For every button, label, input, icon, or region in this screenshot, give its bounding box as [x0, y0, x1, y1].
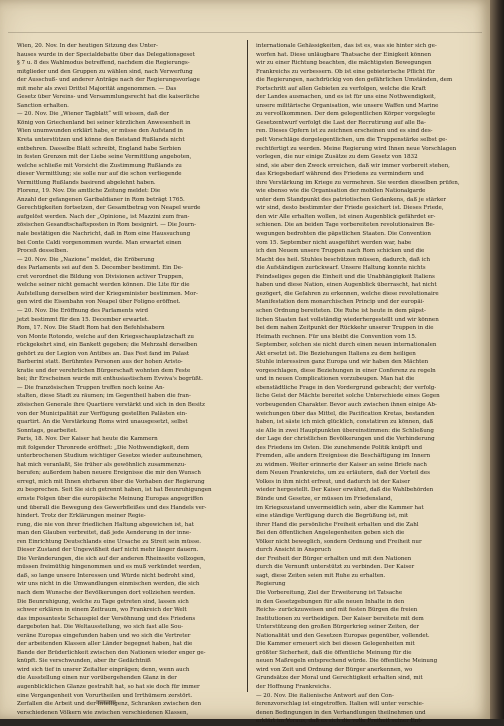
text-line: cret verordnet die Bildung von Divisionen activer Truppen,: [17, 273, 184, 280]
text-line: jetzt bestimmt für den 15. December erwartet.: [17, 316, 149, 323]
text-line: Akt ersetzt ist. Die Beziehungen Italiens zu dem heiligen: [256, 350, 416, 357]
text-line: in festen Grenzen mit der Liebe seine Vermittlung angeboten,: [17, 154, 192, 161]
text-line: ich den Neuem unsere Truppen nach Rom schicken und die: [256, 248, 425, 255]
text-line: vorgeschlagen, diese Beziehungen in einer Conferenz zu regeln: [256, 367, 436, 374]
text-line: das Kriegsbedarf während des Friedens zu vermindern und: [256, 171, 424, 178]
text-line: denen Bedingungen in den Verhandlungen theilnehmen und: [256, 709, 426, 716]
text-line: Stuhle interessiren ganz Europa und wir haben den Mächten: [256, 359, 429, 366]
text-line: Feindseliges gegen die Einheit und die Unabhängigkeit Italiens: [256, 273, 435, 280]
text-line: nale bestätigen die Nachricht, daß in Rom eine Haussuchung: [17, 231, 191, 238]
text-line: — 20. Nov. Die „Wiener Tagblatt“ will wissen, daß der: [17, 111, 170, 118]
text-line: gen wird die Eisenbahn von Neapel über Foligno eröffnet.: [17, 299, 181, 306]
page-footer-mark: [96, 700, 116, 704]
text-line: im Kriegszustand unvermeidlich sein, aber die Kammer hat: [256, 504, 424, 511]
text-line: gehört zu der Legion von Antibes an. Das Fest fand im Palast: [17, 350, 190, 357]
text-line: rechtfertigt zu werden. Meine Regierung wird Ihnen neue Vorschlagen: [256, 145, 457, 152]
text-line: ihre Verstärkung im Kriege zu vermehren. Sie werden dieselben prüfen,: [256, 179, 460, 186]
text-line: wegungen bedrohten die päpstlichen Staaten. Die Convention: [256, 231, 431, 238]
text-line: Fremden, alle andern Ereignisse die Beschäftigung im Innern: [256, 453, 431, 460]
text-line: mit mehr als zwei Drittel Majorität angenommen. — Das: [17, 85, 177, 92]
text-line: ren Einrichtung Deutschlands eine Ursache zu Streit sein müsse.: [17, 538, 202, 545]
text-line: Zerfallen die Arbeit und der Intelligenz, Schranken zwischen den: [17, 701, 202, 708]
text-line: ihrer Hand die persönliche Freiheit erhalten und die Zahl: [256, 521, 419, 528]
text-line: zu besprechen. Seit Sie sich getrennt haben, ist hat Beunruhigungen: [17, 487, 212, 494]
text-line: Sanction erhalten.: [17, 102, 69, 109]
text-line: kratie und der verehrlichen Bürgerschaft wohnten dem Feste: [17, 367, 191, 374]
text-line: rung, die nie von ihrer friedlichen Haltung abgewichen ist, hat: [17, 521, 194, 528]
text-line: daß, so lange unsere Interessen und Würde nicht bedroht sind,: [17, 572, 196, 579]
text-line: sind, sie aber den Zweck erreichen, daß wir immer vorbereit stehen,: [256, 162, 450, 169]
text-line: bei Conte Caldi vorgenommen wurde. Man erwartet einen: [17, 239, 182, 246]
text-line: mitglieder und den Gruppen zu wählen sind, nach Verwerfung: [17, 68, 193, 75]
text-line: haben und diese Nation, einen Augenblick überrascht, hat nicht: [256, 282, 437, 289]
text-line: vorlegen, die nur einige Zusätze zu dem Gesetz von 1832: [256, 154, 418, 161]
text-line: wird sich tief in unsrer Zeitalter einprägen; denn, wenn auch: [17, 666, 190, 673]
text-line: König von Griechenland bei seiner kürzlichen Anwesenheit in: [17, 119, 191, 126]
text-line: Volkes in ihm nicht erfreut, und dadurch ist der Kaiser: [256, 478, 411, 485]
text-line: rückgekehrt sind, ein Bankett gegeben; die Mehrzahl derselben: [17, 342, 198, 349]
book-gutter: [490, 0, 504, 719]
text-line: das imposanteste Schauspiel der Versöhnung und des Friedens: [17, 615, 196, 622]
text-line: Manifestation dem monarchischen Princip und der europäi-: [256, 299, 425, 306]
text-line: Völker nicht beweglich, sondern Ordnung und Freiheit nur: [256, 538, 422, 545]
text-line: und überall die Bewegung des Gewerbfleißes und des Handels ver-: [17, 504, 207, 511]
text-line: zösischen Gesandtschaftsposten in Rom besignirt. — Die Journ-: [17, 222, 197, 229]
text-line: wieder hergestellt. Der Kaiser erwähnt, daß die Wahlbehörden: [256, 487, 434, 494]
text-line: des Friedens im Osten. Die zunehmende Politik knüpft und: [256, 444, 423, 451]
left-column: [17, 42, 242, 716]
text-line: der Hoffnung Frankreichs.: [256, 684, 332, 691]
text-line: augenblicklichen Glanze gestrahlt hat, so hat sie doch für immer: [17, 684, 200, 691]
text-line: zu widmen. Weiter erinnerte der Kaiser an seine Briefe nach: [256, 461, 427, 468]
text-line: Heimath rechnen. Für uns bleibt die Convention vom 15.: [256, 333, 417, 340]
text-line: Nationalität und den Gesetzen Europas gegenüber, vollendet.: [256, 632, 430, 639]
text-line: in den Gesetzgebungen für alle neuen Inhalte in den: [256, 598, 405, 605]
text-line: wie ebenso wie die Organisation der mobilen Nationalgarde: [256, 188, 426, 195]
text-line: liche Geist der Mächte bereitet solche Unterschiede eines Gegen: [256, 393, 440, 400]
text-line: der Landes ausmachen, und es ist für uns eine Nothwendigkeit,: [256, 94, 436, 101]
text-line: der Lage der christlichen Bevölkerungen und die Verhinderung: [256, 436, 435, 443]
text-line: Die Beunruhigung, welche zu Tage getreten sind, lassen sich: [17, 598, 189, 605]
text-line: Vermittlung Rußlands basirend abgelehnt haben.: [17, 179, 156, 186]
text-line: bei dem nahen Zeitpunkt der Rückkehr unserer Truppen in die: [256, 325, 434, 332]
text-line: zösischen Generale ihre Quartiere verstärkt und sich in den Besitz: [17, 401, 205, 408]
text-line: Regierung: [256, 581, 286, 588]
text-line: Die Veränderungen, die sich auf der anderen Rheinseite vollzogen,: [17, 555, 206, 562]
text-line: ferenzvorschlag ist eingetroffen. Italien will unter verschie-: [256, 701, 424, 708]
text-line: hindert. Trotz der Erklärungen meiner Regie-: [17, 513, 146, 520]
text-line: Barberini statt. Berühmtes Personen aus der hohen Aristo-: [17, 359, 183, 366]
text-line: Wien, 20. Nov. In der heutigen Sitzung des Unter-: [17, 43, 158, 49]
text-line: hauses wurde in der Specialdebatte über das Delegationsgeset: [17, 51, 195, 58]
text-line: man den Glauben verbreitet, daß jede Aenderung in der inne-: [17, 530, 192, 537]
text-line: ren. Dieses Opfern ist zu zeichnen erscheinen und es sind des-: [256, 128, 433, 135]
text-line: Unterstützung den großen Bürgerkrieg seiner Zeiten, der: [256, 624, 420, 631]
text-line: Rom, 17. Nov. Die Stadt Rom hat den Befehlshabern: [17, 325, 165, 332]
text-line: stalten, diese Stadt zu räumen; im Gegentheil haben die fran-: [17, 393, 191, 400]
text-line: schwer erklären in einem Zeitraum, wo Frankreich der Welt: [17, 607, 187, 614]
text-line: Gerechtigkeiten fortsetzen, der Gesamtbetrag von Neapel wurde: [17, 205, 201, 212]
text-line: und in neuen Complicationen vorzubeugen. Man hat die: [256, 376, 415, 383]
text-line: gezögert, die Gefahren zu erkennen, welche diese revolutionaire: [256, 290, 439, 297]
text-line: bei; ihr Erscheinen wurde mit enthusiastischem Evviva's begrüßt.: [17, 376, 203, 383]
text-line: September, solchen sie nicht durch einen neuen internationalen: [256, 342, 437, 349]
text-line: Reichs- zurückzuweisen und mit festen Bürgen die freien: [256, 607, 418, 614]
text-line: schen Ordnung bereiteten. Die Ruhe ist heute in dem päpst-: [256, 307, 426, 314]
text-line: durch die Vernunft unterstützt zu verbinden. Der Kaiser: [256, 564, 415, 571]
text-line: pelt Vorschläge dorgelegentlichen, um die Truppenstärke selbst ge-: [256, 137, 448, 144]
text-line: zu vervollkommnen. Der dem gelegentlichen Körper vorgelegte: [256, 111, 436, 118]
text-line: ernste Folgen über die europäische Meinung Europas angegriffen: [17, 495, 204, 502]
text-line: dargeboten hat. Die Weltausstellung, wo sich fast alle Sou-: [17, 624, 183, 631]
text-line: größter Sicherheit, daß die öffentliche Meinung für die: [256, 649, 412, 656]
text-line: Grundsätze der Moral und Gerechtigkeit erhalten sind, mit: [256, 675, 423, 682]
text-line: knüpft. Sie verschwunden, aber ihr Gedächtniß: [17, 658, 151, 665]
text-line: eine ständige Verfügung durch die Begrüßung ist, mit: [256, 513, 409, 520]
text-line: Florenz, 19. Nov. Die amtliche Zeitung meldet: Die: [17, 188, 161, 195]
text-line: nach dem Wunsche der Bevölkerungen dort vollziehen werden.: [17, 590, 196, 596]
text-line: berufen; außerdem haben neuere Ereignisse die mir den Wunsch: [17, 470, 201, 477]
text-line: Frankreichs zu verbessern. Ob ist eine gebieterische Pflicht für: [256, 68, 435, 75]
text-line: hat mich veranlaßt, Sie früher als gewöhnlich zusammenzu-: [17, 461, 187, 468]
text-line: veräne Europas eingefunden haben und wo sich die Vertreter: [17, 632, 191, 639]
text-line: Sonntags, gearbeitet.: [17, 427, 78, 434]
text-line: Bei den öffentlichen Angelegenheiten geben sich die: [256, 530, 405, 537]
text-line: Wien unumwunden erklärt habe, er müsse den Aufstand in: [17, 128, 183, 135]
text-line: sagt, diese Zeiten seien mit Ruhe zu erhalten.: [256, 572, 386, 579]
text-line: vorbeugenden Charakter. Bevor auch zwischen ihnen einige Ab-: [256, 401, 437, 408]
text-line: Bande der Brüderlichkeit zwischen den Nationen wieder enger ge-: [17, 649, 206, 656]
text-line: mit folgender Thronrede eröffnet: „Die Nothwendigkeit, dem: [17, 444, 190, 451]
text-line: der arbeitenden Klassen aller Länder begegnet haben, hat die: [17, 641, 193, 648]
text-line: die Aufständigen zurückwarf. Unsere Haltung konnte nichts: [256, 265, 426, 272]
text-line: Paris, 18. Nov. Der Kaiser hat heute die Kammern: [17, 436, 158, 443]
text-line: worfen hat. Diese unläugbare Thatsache der Einigkeit können: [256, 51, 432, 58]
text-line: lichen Staaten fast vollständig wiederhergestellt und wir können: [256, 316, 439, 323]
text-line: wird von Zeit und Ordnung der Bürger anerkennen, wo: [256, 666, 413, 673]
text-line: — 20. Nov. Die Eröffnung des Parlaments wird: [17, 307, 149, 314]
text-line: durch Ansicht in Anspruch: [256, 547, 332, 554]
text-line: unterbrochenen Studium wichtiger Gesetze wieder aufzunehmen,: [17, 453, 203, 460]
text-line: — Die französischen Truppen treffen noch keine An-: [17, 384, 165, 391]
text-line: Anzahl der gefangenen Garibaldianer in Rom beträgt 1765.: [17, 196, 185, 203]
text-line: entbehren. Dasselbe Blatt schreibt, England habe Serbien: [17, 145, 182, 152]
text-line: vom 15. September nicht ausgeführt werden war, habe: [256, 239, 412, 246]
text-line: wir sind, desto bestimmter der Friede gesichert ist. Dieses Friede,: [256, 205, 444, 212]
text-line: Dieser Zustand der Ungewißheit darf nicht mehr länger dauern.: [17, 547, 199, 554]
text-line: schienen. Die an beiden Tage vorbereiteten revolutionairen Be-: [256, 222, 435, 229]
text-line: der Freiheit der Bürger erhalten und mit den Nationen: [256, 555, 412, 562]
text-line: neuen Maßregeln entsprechend würde. Die öffentliche Meinung: [256, 658, 438, 665]
right-column: [256, 42, 481, 725]
text-line: erklärt im Voraus, daß es sich die volle Freiheit seiner Ent-: [256, 718, 423, 725]
text-line: verschiedenen Völkern wie zwischen verschiedenen Klassen,: [17, 709, 189, 716]
text-line: Institutionen zu vertheidigen. Der Kaiser bereitete mit dem: [256, 615, 424, 622]
text-line: Aufstellung derselben wird der Kriegsminister bestimmen. Mor-: [17, 290, 198, 297]
text-line: weichungen über das Mittel, die Pacification Kretas, bestanden: [256, 410, 435, 417]
text-line: unsere militärische Organisation, wie unsere Waffen und Marine: [256, 102, 439, 109]
text-line: dieser Vermittlung; sie solle nur auf die schon verliegende: [17, 171, 182, 178]
text-line: die Ausstellung einen nur vorübergehenden Glanz in der: [17, 675, 177, 682]
text-line: wir zu einer Richtung beachten, die mächtigsten Bewegungen: [256, 60, 432, 67]
text-line: — 20. Nov. Die „Nazione“ meldet, die Eröberung: [17, 256, 155, 263]
text-line: haben, ist säste ich mich glücklich, constatiren zu können, daß: [256, 419, 434, 426]
text-line: Die Kammer erneuert sich bei diesen Gelegenheiten mit: [256, 641, 415, 648]
text-line: Gesetzentwurf verfolgt die Last der Recrutirung auf alle Ba-: [256, 119, 426, 126]
text-line: Gesetz über Vereins- und Versammlungsrecht hat die kaiserliche: [17, 94, 200, 101]
text-line: § 7 u. 8 des Wahlmodus betreffend, nachdem die Regierungs-: [17, 60, 190, 67]
text-line: ebenstädtliche Frage in den Vordergrund gebracht; der verfolg-: [256, 384, 437, 391]
text-line: Bünde und Gesetze, er müssen im Friedensland,: [256, 495, 393, 502]
text-line: welche seiner nicht gemacht werden können. Die Lite für die: [17, 282, 190, 289]
text-line: Die Vorbereitung, Ziel der Erweiterung ist Tatsache: [256, 590, 403, 596]
text-line: den wir Alle erhalten wollen, ist einen Augenblick gefährdet er-: [256, 213, 436, 220]
text-line: des Parlaments sei auf den 5. December bestimmt. Ein De-: [17, 265, 183, 272]
page-top-shadow: [8, 32, 482, 33]
text-line: von der Municipalität zur Verfügung gestellten Palästen ein-: [17, 410, 188, 417]
text-line: Proceß desselben.: [17, 248, 69, 255]
text-line: die Regierungen, nachdrückig von den gefährlichen Umständen, dem: [256, 77, 453, 84]
text-line: Kreta unterstützen und könne den Beistand Rußlands nicht: [17, 137, 185, 144]
text-line: müssen freimüthig hingenommen und es muß verkündet werden,: [17, 564, 202, 571]
text-line: Macht des heil. Stuhles beschützen müssen, dadurch, daß ich: [256, 256, 431, 263]
text-line: — 20. Nov. Die italienische Antwort auf den Con-: [256, 692, 394, 699]
text-line: wir uns nicht in die Umwandlungen einmischen werden, die sich: [17, 581, 200, 588]
column-divider: [247, 40, 248, 692]
text-line: aufgelöst werden. Nach der „Opinione„ ist Mazzini zum fran-: [17, 213, 190, 220]
text-line: internationale Gehässigkeiten, das ist es, was sie hinter sich ge-: [256, 43, 437, 49]
text-line: sie Alle in zwei Hauptpunkten übereinstimmen: die Schließung: [256, 427, 434, 434]
text-line: eine Vergangenheit von Vorurtheilen und Irrthümern zerstört.: [17, 692, 193, 699]
text-line: Fortschritt auf allen Gebieten zu verfolgen, welche die Kraft: [256, 85, 426, 92]
text-line: dem Neuen Frankreichs, um zu erläutern, daß der Vorteil des: [256, 470, 430, 477]
text-line: quartirt. An die Verstärkung Roms wird unausgesetzt, selbst: [17, 419, 188, 426]
text-line: welche schließe mit Vorsicht die Zustimmung Rußlands zu: [17, 162, 182, 169]
text-line: unter dem Standpunkt des patriotischen Gedankens, daß je stärker: [256, 196, 447, 203]
text-line: von Monte Rotondo, welche auf den Kriegsschauplatzschaft zu: [17, 333, 194, 340]
text-line: erregt, mich mit Ihnen ehrbaren über die Vorhaben der Regierung: [17, 478, 205, 485]
text-line: der Ausschuß- und anderer Anträge nach der Regierungsvorlage: [17, 77, 200, 84]
